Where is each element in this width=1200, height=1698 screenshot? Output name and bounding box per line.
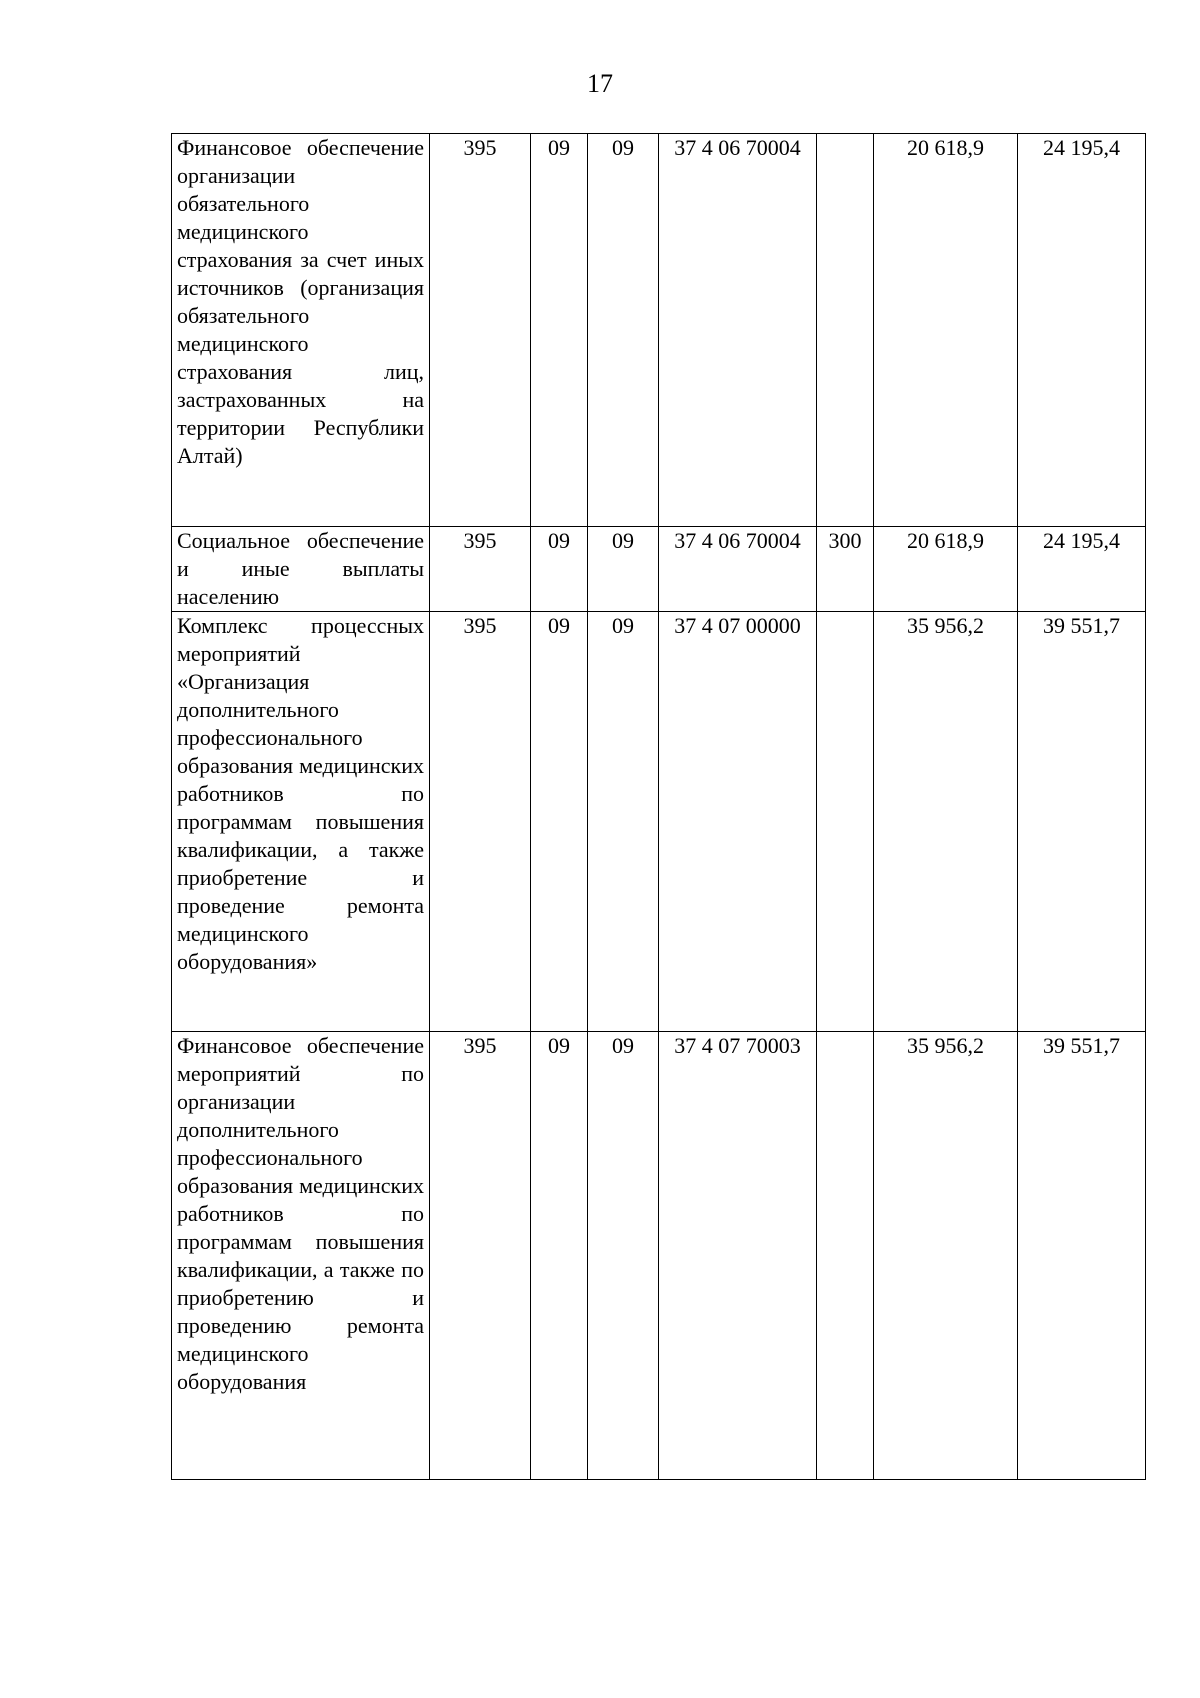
amount-year-1: 35 956,2 — [874, 1032, 1018, 1480]
table-row — [172, 527, 1146, 612]
ministry-code: 395 — [430, 612, 531, 1032]
section-code: 09 — [531, 527, 588, 612]
amount-year-2: 24 195,4 — [1018, 134, 1146, 527]
subsection-code: 09 — [588, 1032, 659, 1480]
ministry-code: 395 — [430, 1032, 531, 1480]
table-row — [172, 612, 1146, 1032]
ministry-code: 395 — [430, 134, 531, 527]
target-item-code: 37 4 06 70004 — [659, 527, 817, 612]
target-item-code: 37 4 07 00000 — [659, 612, 817, 1032]
subsection-code: 09 — [588, 612, 659, 1032]
subsection-code: 09 — [588, 134, 659, 527]
target-item-code: 37 4 07 70003 — [659, 1032, 817, 1480]
subsection-code: 09 — [588, 527, 659, 612]
amount-year-2: 24 195,4 — [1018, 527, 1146, 612]
expense-type-code — [817, 1032, 874, 1480]
table-row — [172, 134, 1146, 527]
table-row — [172, 1032, 1146, 1480]
row-description: Финансовое обеспечение организации обязательного медицинского страхования за счет иных источников (организация обязательного медицинского страхования лиц, застрахованных на территории Республики Алтай) — [172, 134, 430, 527]
ministry-code: 395 — [430, 527, 531, 612]
amount-year-1: 20 618,9 — [874, 527, 1018, 612]
row-description: Социальное обеспечение и иные выплаты населению — [172, 527, 430, 612]
section-code: 09 — [531, 612, 588, 1032]
target-item-code: 37 4 06 70004 — [659, 134, 817, 527]
expense-type-code: 300 — [817, 527, 874, 612]
budget-table — [171, 133, 1146, 1480]
expense-type-code — [817, 612, 874, 1032]
row-description: Комплекс процессных мероприятий «Организация дополнительного профессионального образования медицинских работников по программам повышения квалификации, а также приобретение и проведение ремонта медицинского оборудования» — [172, 612, 430, 1032]
amount-year-2: 39 551,7 — [1018, 612, 1146, 1032]
page-number: 17 — [587, 69, 613, 98]
expense-type-code — [817, 134, 874, 527]
section-code: 09 — [531, 134, 588, 527]
amount-year-1: 20 618,9 — [874, 134, 1018, 527]
row-description: Финансовое обеспечение мероприятий по организации дополнительного профессионального образования медицинских работников по программам повышения квалификации, а также по приобретению и проведению ремонта медицинского оборудования — [172, 1032, 430, 1480]
amount-year-1: 35 956,2 — [874, 612, 1018, 1032]
section-code: 09 — [531, 1032, 588, 1480]
amount-year-2: 39 551,7 — [1018, 1032, 1146, 1480]
